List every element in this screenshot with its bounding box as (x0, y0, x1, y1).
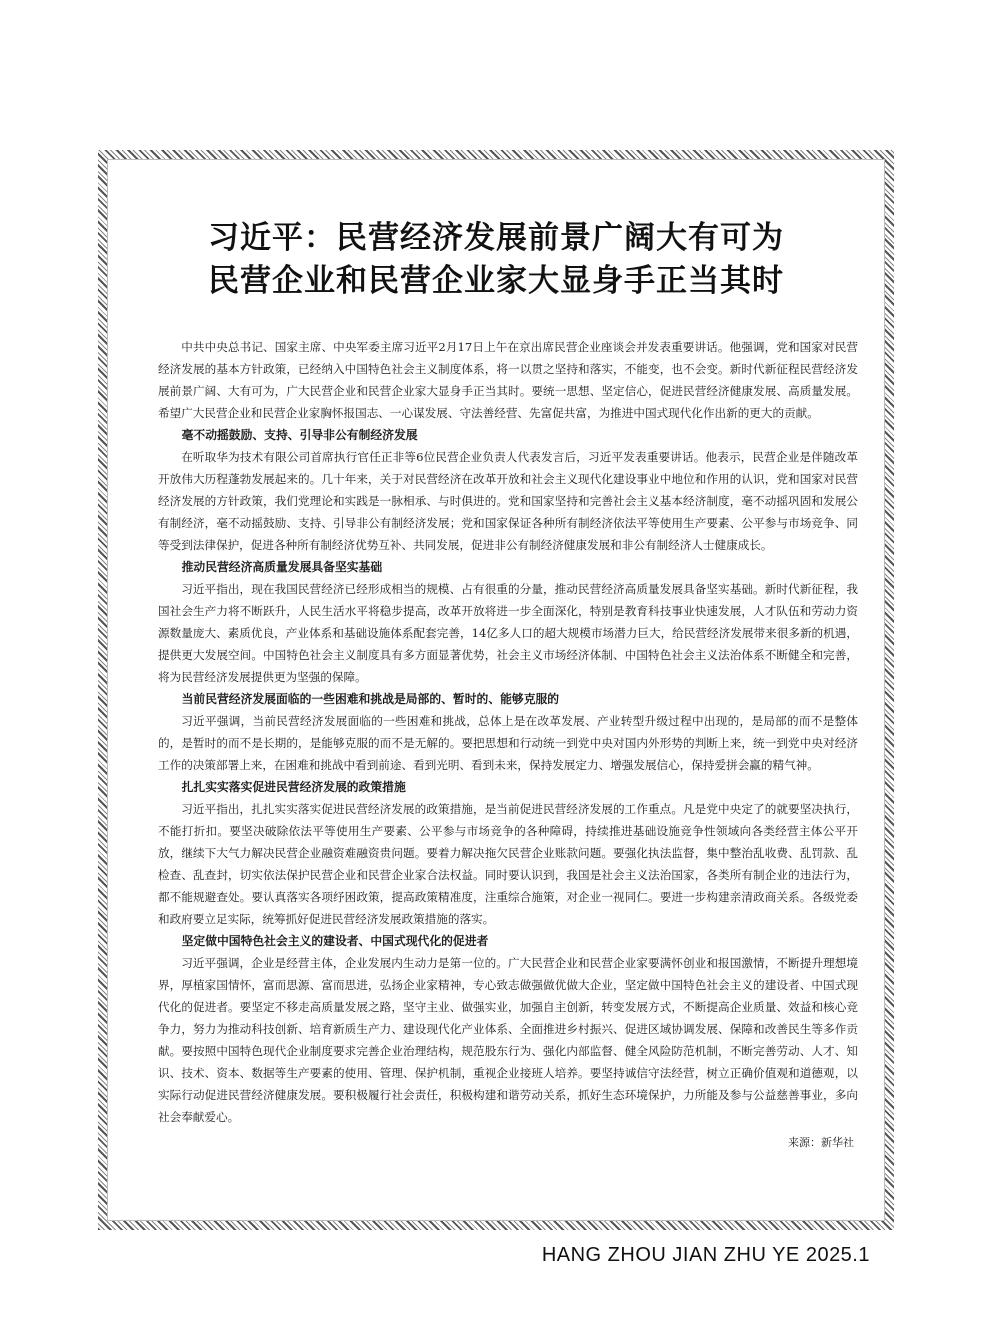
section-body-3: 习近平强调，当前民营经济发展面临的一些困难和挑战，总体上是在改革发展、产业转型升级过程中出现的，是局部的而不是整体的，是暂时的而不是长期的，是能够克服的而不是无解的。要把思想和行动统一到党中央对国内外形势的判断上来，统一到党中央对经济工作的决策部署上来，在困难和挑战中看到前途、看到光明、看到未来，保持发展定力、增强发展信心，保持爱拼会赢的精气神。 (158, 714, 858, 772)
section-heading-5: 坚定做中国特色社会主义的建设者、中国式现代化的促进者 (181, 934, 489, 948)
section-body-4: 习近平指出，扎扎实实落实促进民营经济发展的政策措施，是当前促进民营经济发展的工作重点。凡是党中央定了的就要坚决执行，不能打折扣。要坚决破除依法平等使用生产要素、公平参与市场竞争的各种障碍，持续推进基础设施竞争性领域向各类经营主体公平开放，继续下大气力解决民营企业融资难融资贵问题。要着力解决拖欠民营企业账款问题。要强化执法监督，集中整治乱收费、乱罚款、乱检查、乱查封，切实依法保护民营企业和民营企业家合法权益。同时要认识到，我国是社会主义法治国家，各类所有制企业的违法行为，都不能规避查处。要认真落实各项纾困政策，提高政策精准度，注重综合施策，对企业一视同仁。要进一步构建亲清政商关系。各级党委和政府要立足实际，统筹抓好促进民营经济发展政策措施的落实。 (158, 802, 858, 926)
section-body-2: 习近平指出，现在我国民营经济已经形成相当的规模、占有很重的分量，推动民营经济高质量发展具备坚实基础。新时代新征程，我国社会生产力将不断跃升，人民生活水平将稳步提高，改革开放将进一步全面深化，特别是教育科技事业快速发展，人才队伍和劳动力资源数量庞大、素质优良，产业体系和基础设施体系配套完善，14亿多人口的超大规模市场潜力巨大，给民营经济发展带来很多新的机遇，提供更大发展空间。中国特色社会主义制度具有多方面显著优势，社会主义市场经济体制、中国特色社会主义法治体系不断健全和完善，将为民营经济发展提供更为坚强的保障。 (158, 582, 858, 684)
section-heading-2: 推动民营经济高质量发展具备坚实基础 (181, 560, 383, 574)
section-body-1: 在听取华为技术有限公司首席执行官任正非等6位民营企业负责人代表发言后，习近平发表重要讲话。他表示，民营企业是伴随改革开放伟大历程蓬勃发展起来的。几十年来，关于对民营经济在改革开放和社会主义现代化建设事业中地位和作用的认识，党和国家对民营经济发展的方针政策，我们党理论和实践是一脉相承、与时俱进的。党和国家坚持和完善社会主义基本经济制度，毫不动摇巩固和发展公有制经济，毫不动摇鼓励、支持、引导非公有制经济发展；党和国家保证各种所有制经济依法平等使用生产要素、公平参与市场竞争、同等受到法律保护，促进各种所有制经济优势互补、共同发展，促进非公有制经济健康发展和非公有制经济人士健康成长。 (158, 450, 858, 552)
article-title-line-1: 习近平：民营经济发展前景广阔大有可为 (208, 220, 784, 256)
article-title-line-2: 民营企业和民营企业家大显身手正当其时 (208, 263, 784, 299)
section-heading-1: 毫不动摇鼓励、支持、引导非公有制经济发展 (181, 428, 418, 442)
decorative-border (98, 150, 894, 1230)
article-panel (107, 159, 885, 1221)
intro-paragraph: 中共中央总书记、国家主席、中央军委主席习近平2月17日上午在京出席民营企业座谈会并发表重要讲话。他强调，党和国家对民营经济发展的基本方针政策，已经纳入中国特色社会主义制度体系，将一以贯之坚持和落实，不能变，也不会变。新时代新征程民营经济发展前景广阔、大有可为，广大民营企业和民营企业家大显身手正当其时。要统一思想、坚定信心，促进民营经济健康发展、高质量发展。希望广大民营企业和民营企业家胸怀报国志、一心谋发展、守法善经营、先富促共富，为推进中国式现代化作出新的更大的贡献。 (158, 340, 858, 420)
section-body-5: 习近平强调，企业是经营主体，企业发展内生动力是第一位的。广大民营企业和民营企业家要满怀创业和报国激情，不断提升理想境界，厚植家国情怀，富而思源、富而思进，弘扬企业家精神，专心致志做强做优做大企业，坚定做中国特色社会主义的建设者、中国式现代化的促进者。要坚定不移走高质量发展之路，坚守主业、做强实业，加强自主创新，转变发展方式，不断提高企业质量、效益和核心竞争力，努力为推动科技创新、培育新质生产力、建设现代化产业体系、全面推进乡村振兴、促进区域协调发展、保障和改善民生等多作贡献。要按照中国特色现代企业制度要求完善企业治理结构，规范股东行为、强化内部监督、健全风险防范机制，不断完善劳动、人才、知识、技术、资本、数据等生产要素的使用、管理、保护机制，重视企业接班人培养。要坚持诚信守法经营，树立正确价值观和道德观，以实际行动促进民营经济健康发展。要积极履行社会责任，积极构建和谐劳动关系，抓好生态环境保护，力所能及参与公益慈善事业，多向社会奉献爱心。 (158, 956, 858, 1124)
article-body (158, 336, 858, 1154)
section-heading-4: 扎扎实实落实促进民营经济发展的政策措施 (181, 780, 406, 794)
section-heading-3: 当前民营经济发展面临的一些困难和挑战是局部的、暂时的、能够克服的 (181, 692, 560, 706)
source-credit: 来源：新华社 (788, 1136, 854, 1149)
page-footer: HANG ZHOU JIAN ZHU YE 2025.1 (541, 1244, 870, 1266)
